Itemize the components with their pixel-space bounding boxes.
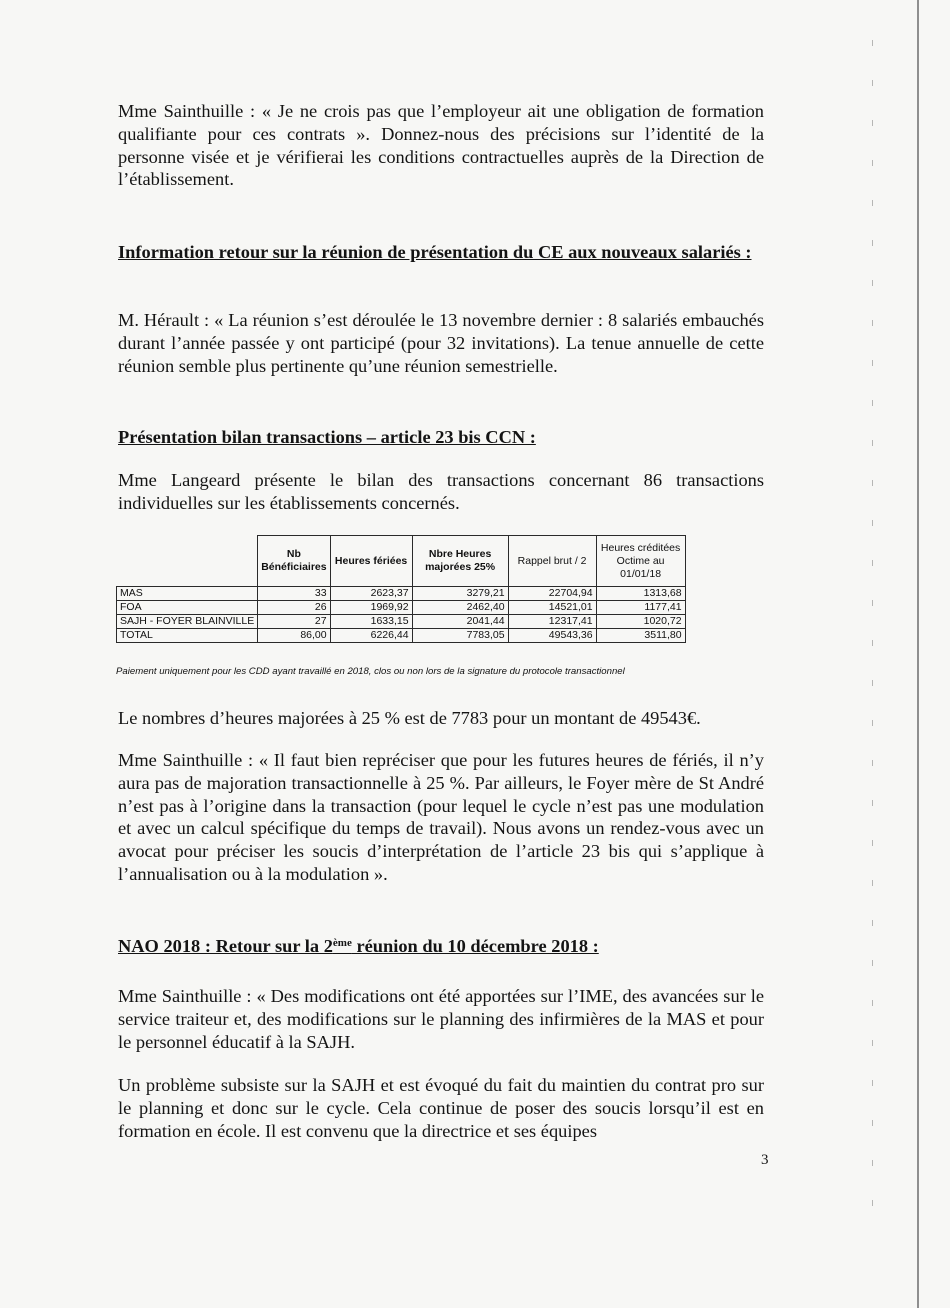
cell-creditees: 1020,72 bbox=[596, 615, 685, 629]
scan-dotted-marks bbox=[872, 40, 873, 1240]
row-label: SAJH - FOYER BLAINVILLE bbox=[117, 615, 258, 629]
table-header-row bbox=[117, 536, 686, 587]
paragraph-langeard-bilan: Mme Langeard présente le bilan des transactions concernant 86 transactions individuelles sur les établissements concernés. bbox=[118, 470, 764, 513]
heading-nao-post: réunion du 10 décembre 2018 : bbox=[351, 936, 599, 956]
cell-nb: 27 bbox=[258, 615, 330, 629]
heading-bilan-transactions: Présentation bilan transactions – article 23 bis CCN : bbox=[118, 427, 536, 447]
cell-nb: 86,00 bbox=[258, 629, 330, 643]
table-row bbox=[117, 601, 686, 615]
paragraph-sainthuille-feries: Mme Sainthuille : « Il faut bien repréciser que pour les futures heures de fériés, il n’y aura pas de majoration transactionnelle à 25 %. Par ailleurs, le Foyer mère de St André n’est pas à l’origine dans la transaction (pour lequel le cycle n’est pas une modulation et avec un calcul spécifique du temps de travail). Nous avons un rendez-vous avec un avocat pour préciser les soucis d’interprétation de l’article 23 bis qui s’applique à l’annualisation ou à la modulation ». bbox=[118, 750, 764, 884]
cell-rappel: 12317,41 bbox=[508, 615, 596, 629]
heading-nao-2018 bbox=[118, 935, 764, 958]
table-row-total bbox=[117, 629, 686, 643]
header-nb-beneficiaires: Nb Bénéficiaires bbox=[258, 536, 330, 587]
paragraph-sainthuille-formation: Mme Sainthuille : « Je ne crois pas que l’employeur ait une obligation de formation qualifiante pour ces contrats ». Donnez-nous des précisions sur l’identité de la personne visée et je vérifierai les conditions contractuelles auprès de la Direction de l’établissement. bbox=[118, 101, 764, 190]
row-label: FOA bbox=[117, 601, 258, 615]
cell-creditees: 1177,41 bbox=[596, 601, 685, 615]
header-heures-creditees: Heures créditées Octime au 01/01/18 bbox=[596, 536, 685, 587]
table-row bbox=[117, 587, 686, 601]
header-blank-cell bbox=[117, 536, 258, 587]
page-number: 3 bbox=[761, 1152, 769, 1168]
header-rappel-brut: Rappel brut / 2 bbox=[508, 536, 596, 587]
bilan-transactions-table bbox=[116, 535, 686, 643]
scan-border-line bbox=[917, 0, 919, 1308]
table-row bbox=[117, 615, 686, 629]
heading-nao-pre: NAO 2018 : Retour sur la 2 bbox=[118, 936, 333, 956]
paragraph-heures-majorees: Le nombres d’heures majorées à 25 % est de 7783 pour un montant de 49543€. bbox=[118, 708, 701, 728]
cell-majorees: 2462,40 bbox=[412, 601, 508, 615]
row-label: MAS bbox=[117, 587, 258, 601]
bilan-table-container bbox=[116, 535, 686, 643]
cell-majorees: 3279,21 bbox=[412, 587, 508, 601]
cell-feries: 1633,15 bbox=[330, 615, 412, 629]
cell-majorees: 2041,44 bbox=[412, 615, 508, 629]
cell-nb: 33 bbox=[258, 587, 330, 601]
heading-nao-sup: ème bbox=[332, 937, 352, 949]
cell-rappel: 14521,01 bbox=[508, 601, 596, 615]
cell-feries: 1969,92 bbox=[330, 601, 412, 615]
cell-feries: 6226,44 bbox=[330, 629, 412, 643]
cell-creditees: 1313,68 bbox=[596, 587, 685, 601]
paragraph-sainthuille-modifications: Mme Sainthuille : « Des modifications ont été apportées sur l’IME, des avancées sur le service traiteur et, des modifications sur le planning des infirmières de la MAS et pour le personnel éducatif à la SAJH. bbox=[118, 986, 764, 1052]
row-label: TOTAL bbox=[117, 629, 258, 643]
header-heures-majorees: Nbre Heures majorées 25% bbox=[412, 536, 508, 587]
cell-majorees: 7783,05 bbox=[412, 629, 508, 643]
paragraph-probleme-sajh: Un problème subsiste sur la SAJH et est évoqué du fait du maintien du contrat pro sur le planning et donc sur le cycle. Cela continue de poser des soucis lorsqu’il est en formation en école. Il est convenu que la directrice et ses équipes bbox=[118, 1075, 764, 1141]
heading-reunion-nouveaux-salaries: Information retour sur la réunion de présentation du CE aux nouveaux salariés : bbox=[118, 242, 752, 262]
cell-creditees: 3511,80 bbox=[596, 629, 685, 643]
cell-feries: 2623,37 bbox=[330, 587, 412, 601]
table-footnote: Paiement uniquement pour les CDD ayant travaillé en 2018, clos ou non lors de la signature du protocole transactionnel bbox=[116, 666, 625, 677]
cell-nb: 26 bbox=[258, 601, 330, 615]
cell-rappel: 22704,94 bbox=[508, 587, 596, 601]
cell-rappel: 49543,36 bbox=[508, 629, 596, 643]
paragraph-herault-reunion: M. Hérault : « La réunion s’est déroulée le 13 novembre dernier : 8 salariés embauchés durant l’année passée y ont participé (pour 32 invitations). La tenue annuelle de cette réunion semble plus pertinente qu’une réunion semestrielle. bbox=[118, 310, 764, 376]
header-heures-feriees: Heures fériées bbox=[330, 536, 412, 587]
